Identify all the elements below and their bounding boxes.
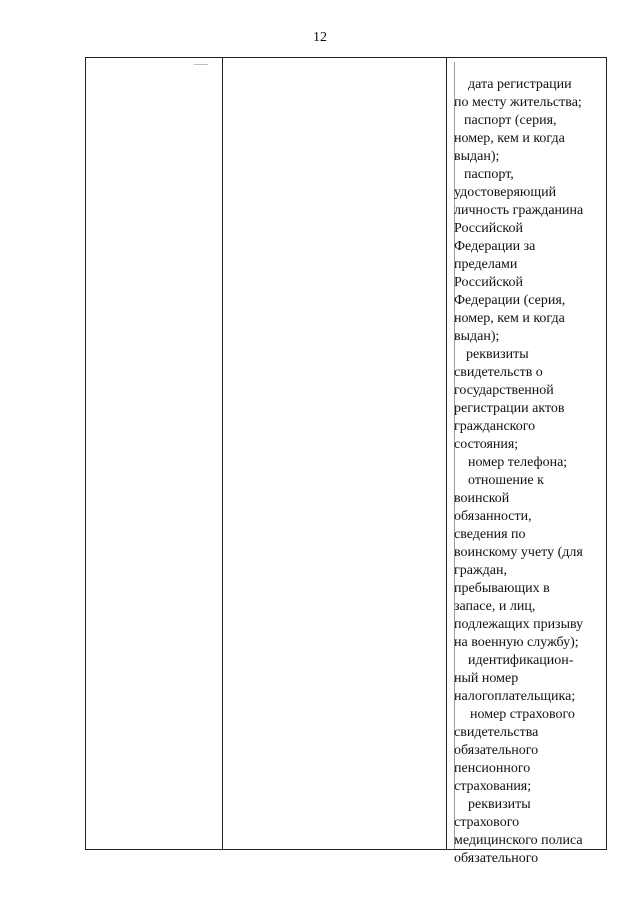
table-column-divider-1 [222, 58, 223, 849]
scan-artifact-line [194, 64, 208, 65]
table-column-divider-2 [446, 58, 447, 849]
table-cell-line: номер телефона; [468, 455, 568, 470]
table-cell-line: Федерации (серия, [454, 293, 566, 308]
table-cell-line: ный номер [454, 671, 519, 686]
table-cell-line: идентификацион- [468, 653, 574, 668]
table-cell-line: отношение к [468, 473, 544, 488]
table-cell-column-3 [454, 76, 602, 868]
table-cell-line: подлежащих призыву [454, 617, 584, 632]
table-cell-line: обязательного [454, 851, 539, 866]
table-cell-line: Российской [454, 275, 523, 290]
table-cell-line: свидетельства [454, 725, 539, 740]
table-cell-line: свидетельств о [454, 365, 543, 380]
table-cell-line: обязанности, [454, 509, 532, 524]
table-cell-line: регистрации актов [454, 401, 565, 416]
table-cell-line: реквизиты [466, 347, 529, 362]
table-cell-line: по месту жительства; [454, 95, 582, 110]
table-cell-line: паспорт (серия, [464, 113, 557, 128]
table-cell-line: дата регистрации [468, 77, 572, 92]
table-cell-line: паспорт, [464, 167, 514, 182]
table-cell-line: удостоверяющий [454, 185, 557, 200]
table-cell-line: обязательного [454, 743, 539, 758]
table-cell-line: сведения по [454, 527, 526, 542]
document-table [85, 57, 607, 866]
table-cell-line: воинскому учету (для [454, 545, 583, 560]
table-cell-line: состояния; [454, 437, 519, 452]
table-cell-line: налогоплательщика; [454, 689, 576, 704]
table-cell-line: выдан); [454, 149, 500, 164]
table-cell-line: гражданского [454, 419, 536, 434]
table-cell-line: запасе, и лиц, [454, 599, 536, 614]
table-cell-line: номер страхового [470, 707, 575, 722]
table-cell-line: медицинского полиса [454, 833, 583, 848]
page-number: 12 [313, 30, 327, 45]
table-cell-line: номер, кем и когда [454, 311, 565, 326]
table-cell-line: страхового [454, 815, 520, 830]
table-cell-line: граждан, [454, 563, 507, 578]
table-cell-line: пребывающих в [454, 581, 550, 596]
table-cell-line: личность гражданина [454, 203, 584, 218]
table-cell-line: реквизиты [468, 797, 531, 812]
table-cell-line: страхования; [454, 779, 532, 794]
table-cell-line: государственной [454, 383, 554, 398]
table-cell-line: выдан); [454, 329, 500, 344]
table-cell-line: Российской [454, 221, 523, 236]
table-cell-line: пределами [454, 257, 518, 272]
table-cell-line: Федерации за [454, 239, 536, 254]
table-cell-line: воинской [454, 491, 510, 506]
table-cell-line: номер, кем и когда [454, 131, 565, 146]
table-cell-line: пенсионного [454, 761, 531, 776]
table-cell-line: на военную службу); [454, 635, 579, 650]
